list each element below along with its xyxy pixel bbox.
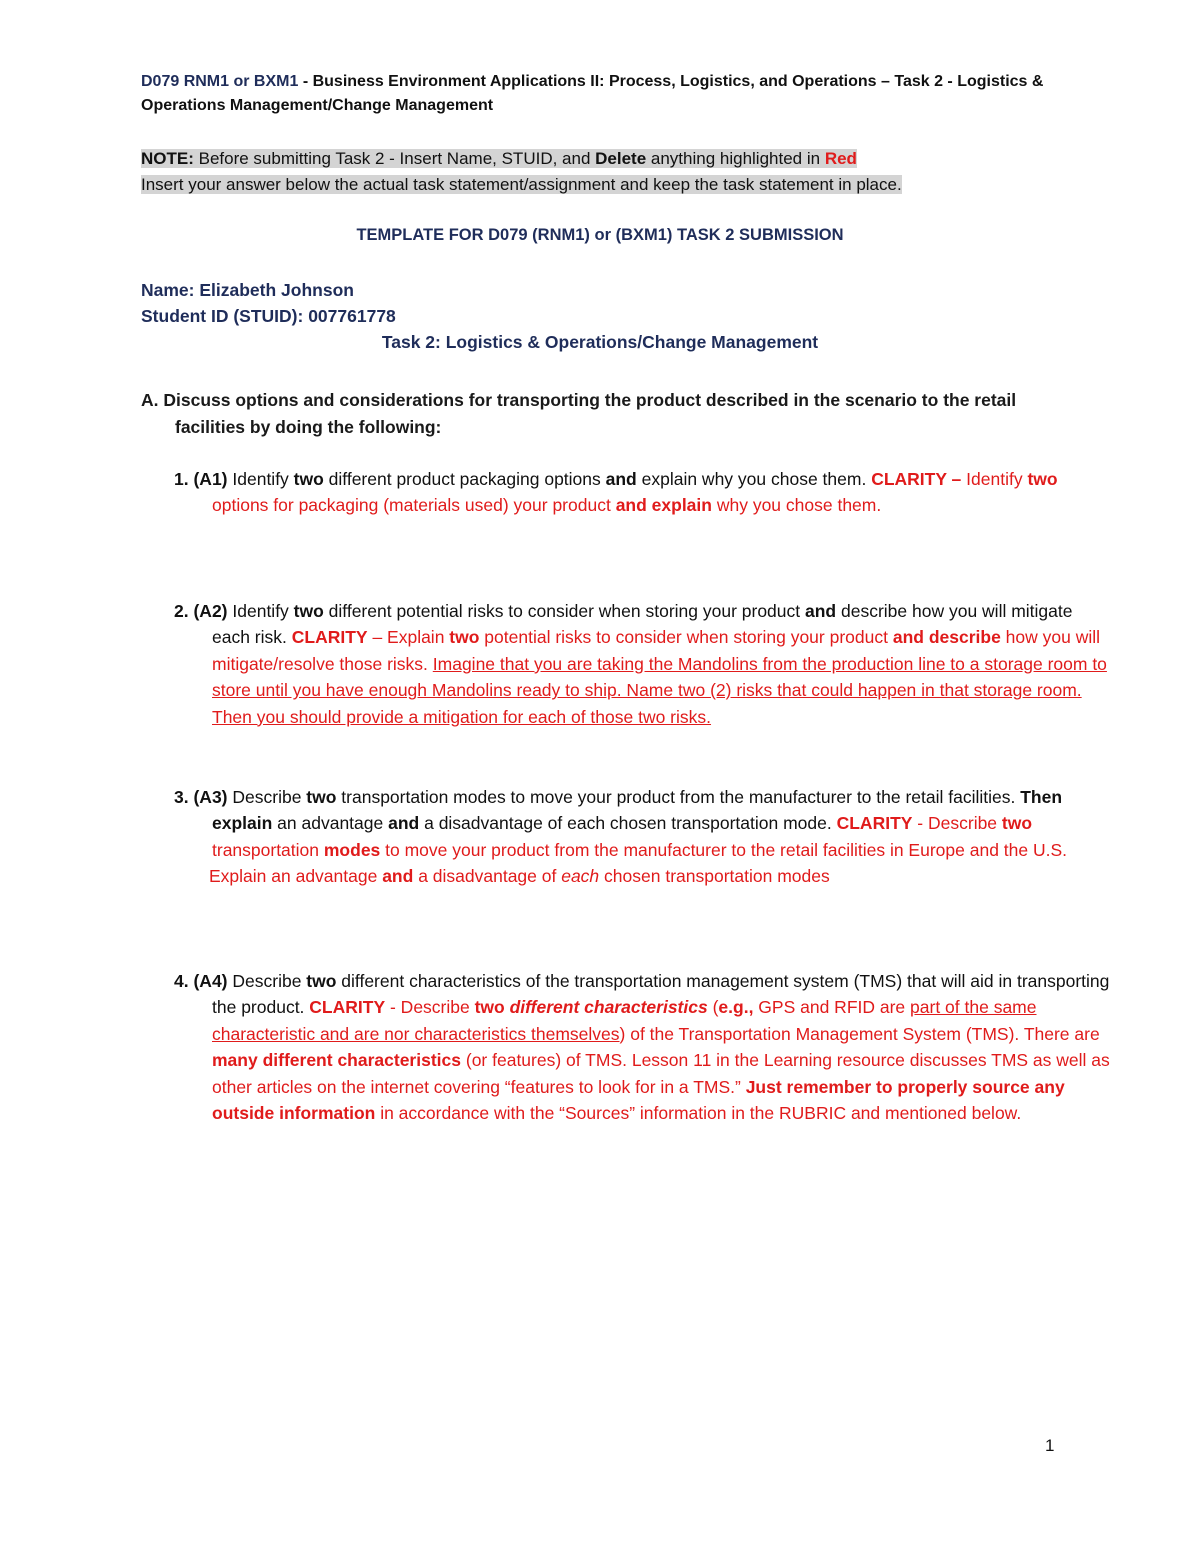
item-text: two <box>293 601 324 621</box>
clarity-label: CLARITY <box>309 997 386 1018</box>
clarity-text: – Explain <box>367 627 450 648</box>
student-id: Student ID (STUID): 007761778 <box>141 306 396 326</box>
clarity-underlined-text: Imagine that you are taking the Mandolins from the production line to a storage room to store until you have enough Mandolins ready to ship. Name two (2) risks that could happen in that storage room. Then you should provide a mitigation for each of those two risks. <box>212 653 1107 727</box>
task-title: Task 2: Logistics & Operations/Change Management <box>381 332 819 352</box>
task-item-a3 <box>174 784 1112 890</box>
item-text: two <box>293 469 324 489</box>
student-name: Name: Elizabeth Johnson <box>141 280 354 300</box>
clarity-label: CLARITY – <box>871 469 962 489</box>
clarity-text: different characteristics <box>509 997 708 1018</box>
clarity-text: - Describe <box>385 997 475 1018</box>
course-code: D079 RNM1 or BXM1 <box>141 73 299 90</box>
item-text: and <box>805 601 837 621</box>
item-text: a disadvantage of each chosen transportation mode. <box>419 813 837 834</box>
note-line-1 <box>141 149 857 168</box>
clarity-label: CLARITY <box>836 813 913 834</box>
item-text: Describe <box>227 971 307 991</box>
item-number: 4. <box>174 971 189 991</box>
section-text: Discuss options and considerations for transporting the product described in the scenario to the retail facilities by doing the following: <box>158 390 1017 437</box>
clarity-text: options for packaging (materials used) your product <box>212 495 616 516</box>
clarity-text: two <box>1027 469 1058 489</box>
item-number: 2. <box>174 601 189 621</box>
clarity-text: how you will mitigate/resolve those risks. <box>212 627 1101 674</box>
item-text: two <box>306 971 337 991</box>
clarity-text: chosen transportation modes <box>599 866 830 887</box>
note-delete-word: Delete <box>595 149 647 168</box>
item-text: Identify <box>227 601 294 621</box>
item-text: different potential risks to consider when storing your product <box>323 601 805 621</box>
clarity-text: Identify <box>961 469 1028 489</box>
item-text: describe how you will mitigate each risk. <box>212 601 1073 648</box>
item-text: different product packaging options <box>323 469 606 489</box>
clarity-text: and describe <box>892 627 1001 648</box>
document-header <box>141 70 1061 118</box>
item-code: (A4) <box>193 971 228 991</box>
task-item-a4 <box>174 968 1112 1126</box>
clarity-text: two <box>1001 813 1033 834</box>
item-text: transportation modes to move your product from the manufacturer to the retail facilities. <box>336 787 1021 807</box>
note-label: NOTE: <box>141 149 194 168</box>
item-text: Then explain <box>212 787 1063 834</box>
item-number: 1. <box>174 469 189 489</box>
header-title: - Business Environment Applications II: Process, Logistics, and Operations – Task 2 - Logistics & Operations Management/Change Management <box>141 73 1044 114</box>
item-code: (A2) <box>193 601 228 621</box>
page-number: 1 <box>1045 1436 1055 1455</box>
clarity-text: to move your product from the manufacturer to the retail facilities in Europe and the U.S. <box>380 839 1068 860</box>
clarity-text: modes <box>323 839 381 860</box>
clarity-text: in accordance with the “Sources” information in the RUBRIC and mentioned below. <box>375 1103 1022 1124</box>
note-line-2: Insert your answer below the actual task statement/assignment and keep the task statement in place. <box>141 175 902 194</box>
clarity-text: Just remember to properly source any outside information <box>212 1076 1065 1124</box>
section-a-prompt <box>141 387 1075 441</box>
clarity-text: ( <box>707 997 719 1018</box>
clarity-text: each <box>561 866 600 887</box>
note-red-word: Red <box>824 149 857 168</box>
clarity-text: GPS and RFID are <box>753 997 911 1018</box>
item-code: (A3) <box>193 787 228 807</box>
item-code: (A1) <box>193 469 228 489</box>
clarity-text: two <box>474 997 505 1018</box>
clarity-text: a disadvantage of <box>413 866 562 887</box>
item-number: 3. <box>174 787 189 807</box>
task-item-a2 <box>174 598 1112 730</box>
clarity-text: ) of the Transportation Management System (TMS). There are <box>619 1023 1100 1044</box>
task-item-a1 <box>174 466 1112 519</box>
item-text: an advantage <box>272 813 389 834</box>
item-text: two <box>306 787 337 807</box>
note-text: anything highlighted in <box>646 149 825 168</box>
clarity-text: and <box>382 866 414 887</box>
clarity-text: - Describe <box>912 813 1002 834</box>
clarity-text: and explain <box>615 495 712 516</box>
submission-note <box>141 146 1041 198</box>
clarity-text: Explain an advantage <box>209 866 383 887</box>
clarity-text: why you chose them. <box>711 495 882 516</box>
section-letter: A. <box>141 390 159 410</box>
item-text: Describe <box>227 787 307 807</box>
item-text: different characteristics of the transportation management system (TMS) that will aid in transporting the product. <box>212 971 1110 1018</box>
item-text: and <box>605 469 637 489</box>
item-text: Identify <box>227 469 294 489</box>
clarity-explain-line <box>209 863 1112 889</box>
clarity-text: two <box>449 627 480 648</box>
template-title: TEMPLATE FOR D079 (RNM1) or (BXM1) TASK 2 SUBMISSION <box>356 226 844 244</box>
note-text: Before submitting Task 2 - Insert Name, STUID, and <box>193 149 596 168</box>
clarity-text: transportation <box>212 839 324 860</box>
item-text: and <box>388 813 420 834</box>
item-text: explain why you chose them. <box>636 469 872 489</box>
clarity-label: CLARITY <box>291 627 368 648</box>
clarity-text: (or features) of TMS. Lesson 11 in the Learning resource discusses TMS as well as other articles on the internet covering “features to look for in a TMS.” <box>212 1050 1110 1097</box>
clarity-text: e.g., <box>718 997 754 1018</box>
clarity-underlined-text: part of the same characteristic and are nor characteristics themselves <box>212 997 1037 1044</box>
clarity-text: many different characteristics <box>212 1050 461 1071</box>
clarity-text: potential risks to consider when storing your product <box>479 627 893 648</box>
